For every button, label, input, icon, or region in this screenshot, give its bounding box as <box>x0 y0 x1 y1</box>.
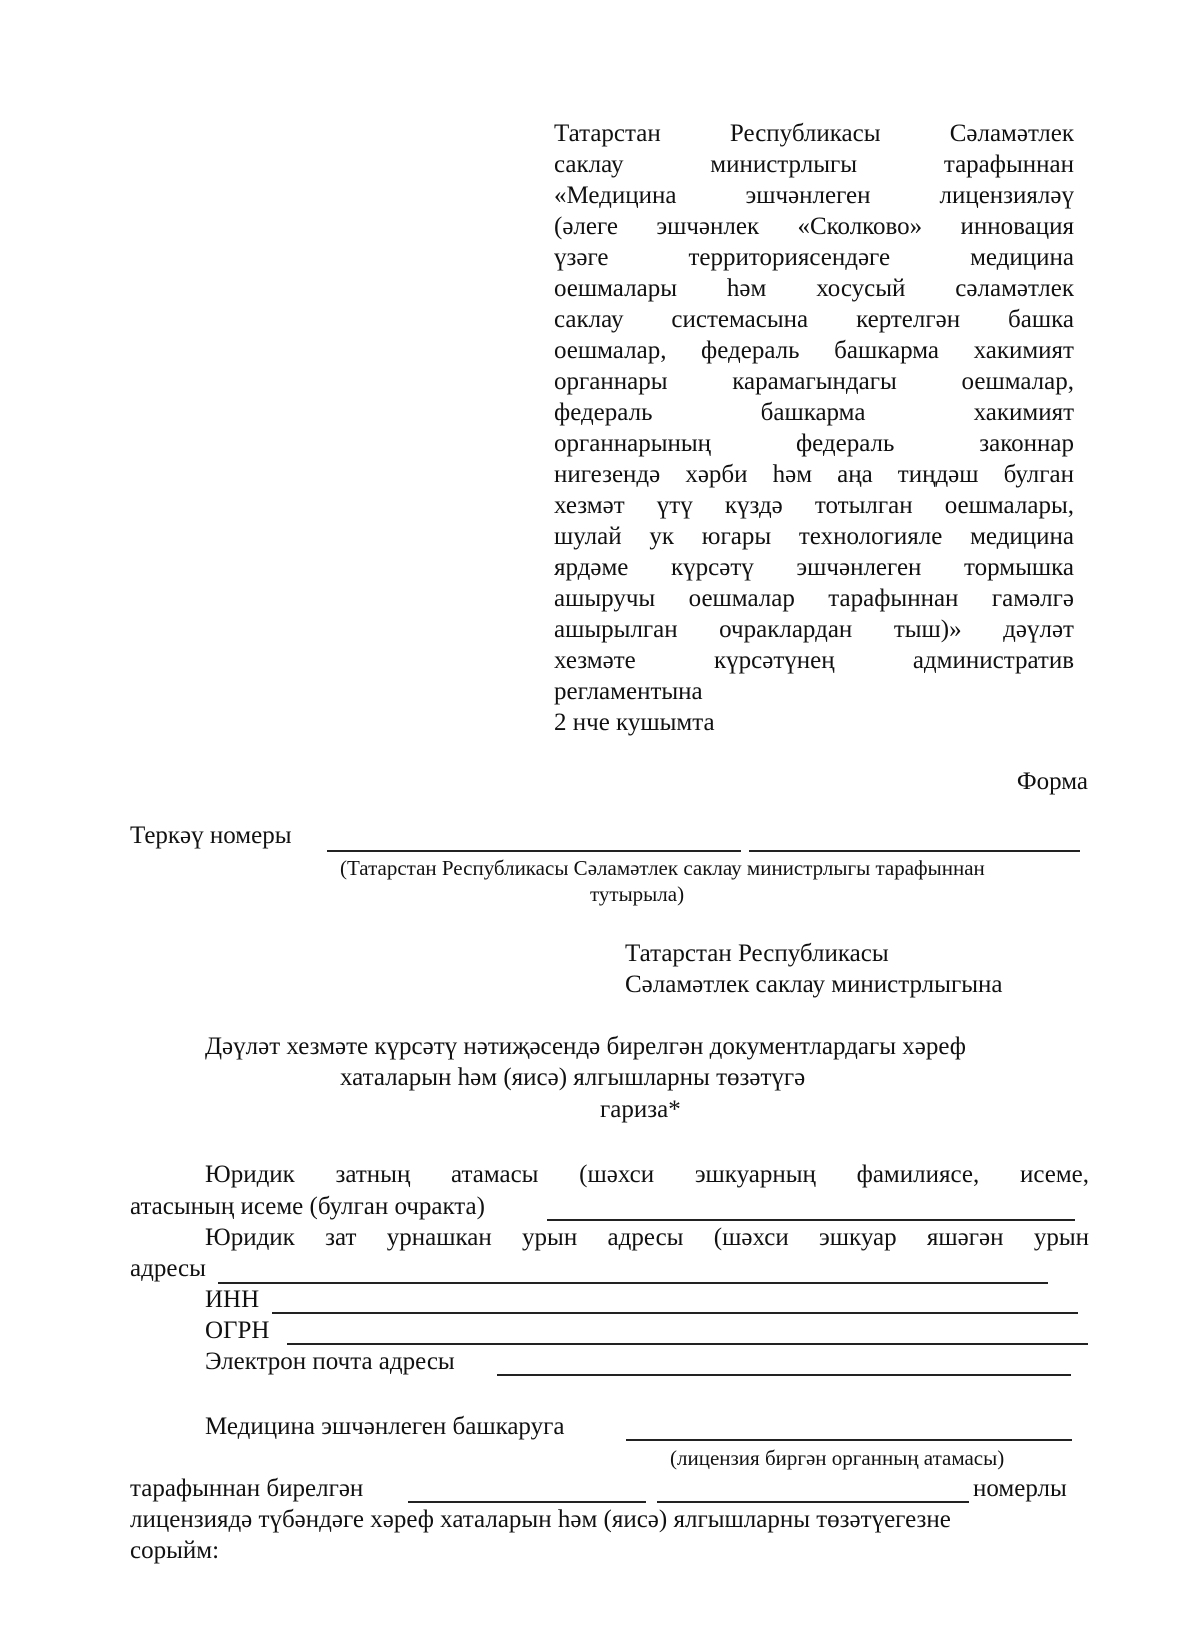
registration-number-field-2[interactable] <box>749 850 1080 852</box>
legal-name-field[interactable] <box>547 1219 1075 1221</box>
license-authority-note: (лицензия биргән органның атамасы) <box>670 1446 1005 1470</box>
request-text: лицензиядә түбәндәге хәреф хаталарын һәм (яисә) ялгышларны төзәтүегезне <box>130 1506 951 1533</box>
annex-line: (әлеге эшчәнлек «Сколково» инновация <box>554 213 1074 240</box>
annex-line: федераль башкарма хакимият <box>554 399 1074 426</box>
issued-by-label: тарафыннан бирелгән <box>130 1475 364 1502</box>
annex-line: үзәге территориясендәге медицина <box>554 244 1074 271</box>
inn-label: ИНН <box>205 1286 260 1313</box>
ogrn-field[interactable] <box>287 1343 1088 1345</box>
numbered-label: номерлы <box>973 1475 1067 1502</box>
license-number-field[interactable] <box>657 1501 969 1503</box>
annex-line: регламентына <box>554 678 703 705</box>
annex-line: саклау системасына кертелгән башка <box>554 306 1074 333</box>
license-authority-field[interactable] <box>626 1439 1072 1441</box>
address-label: Юридик зат урнашкан урын адресы (шәхси эшкуар яшәгән урын <box>205 1224 1089 1251</box>
addressee-line: Сәламәтлек саклау министрлыгына <box>625 971 1003 998</box>
registration-number-field[interactable] <box>327 850 741 852</box>
annex-line: ярдәме күрсәтү эшчәнлеген тормышка <box>554 554 1074 581</box>
registration-note: тутырыла) <box>590 882 685 906</box>
annex-line: хезмәте күрсәтүнең административ <box>554 647 1074 674</box>
form-label: Форма <box>1016 768 1088 795</box>
email-label: Электрон почта адресы <box>205 1348 455 1375</box>
document-title: хаталарын һәм (яисә) ялгышларны төзәтүгә <box>340 1064 806 1091</box>
request-text: сорыйм: <box>130 1537 220 1564</box>
license-date-field[interactable] <box>408 1501 646 1503</box>
document-title: Дәүләт хезмәте күрсәтү нәтиҗәсендә бирелгән документлардагы хәреф <box>205 1033 966 1060</box>
annex-line: Татарстан Республикасы Сәламәтлек <box>554 120 1074 147</box>
ogrn-label: ОГРН <box>205 1317 270 1344</box>
annex-line: саклау министрлыгы тарафыннан <box>554 151 1074 178</box>
email-field[interactable] <box>497 1374 1071 1376</box>
annex-line: органнары карамагындагы оешмалар, <box>554 368 1074 395</box>
annex-line: «Медицина эшчәнлеген лицензияләү <box>554 182 1074 209</box>
registration-label: Теркәү номеры <box>130 822 292 849</box>
addressee-line: Татарстан Республикасы <box>625 940 889 967</box>
annex-line: оешмалар, федераль башкарма хакимият <box>554 337 1074 364</box>
address-label: адресы <box>130 1255 206 1282</box>
annex-number: 2 нче кушымта <box>554 709 715 736</box>
annex-line: оешмалары һәм хосусый сәламәтлек <box>554 275 1074 302</box>
document-title: гариза* <box>600 1096 681 1123</box>
annex-block <box>554 118 1074 738</box>
inn-field[interactable] <box>272 1312 1078 1314</box>
annex-line: шулай ук югары технологияле медицина <box>554 523 1074 550</box>
annex-line: ашыручы оешмалар тарафыннан гамәлгә <box>554 585 1074 612</box>
license-label: Медицина эшчәнлеген башкаруга <box>205 1413 565 1440</box>
annex-line: органнарының федераль законнар <box>554 430 1074 457</box>
legal-name-label: атасының исеме (булган очракта) <box>130 1193 485 1220</box>
address-field[interactable] <box>218 1282 1048 1284</box>
registration-note: (Татарстан Республикасы Сәламәтлек саклау министрлыгы тарафыннан <box>340 856 985 880</box>
legal-name-label: Юридик затның атамасы (шәхси эшкуарның фамилиясе, исеме, <box>205 1161 1089 1188</box>
annex-line: хезмәт үтү күздә тотылган оешмалары, <box>554 492 1074 519</box>
annex-line: ашырылган очраклардан тыш)» дәүләт <box>554 616 1074 643</box>
annex-line: нигезендә хәрби һәм аңа тиңдәш булган <box>554 461 1074 488</box>
